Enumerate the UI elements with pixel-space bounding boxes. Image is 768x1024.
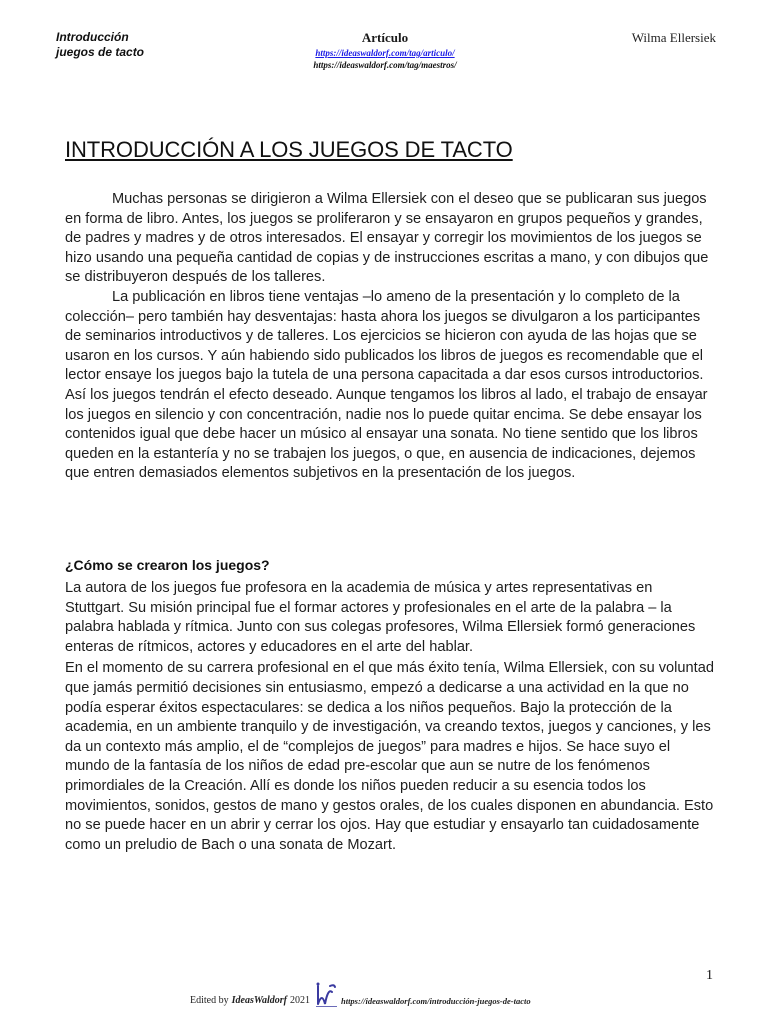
- footer: [190, 982, 531, 1006]
- ideaswaldorf-logo-icon: [314, 982, 338, 1008]
- footer-brand: IdeasWaldorf: [231, 995, 287, 1006]
- header-article-label: Artículo: [361, 30, 409, 45]
- footer-year: 2021: [289, 995, 310, 1006]
- page-number: 1: [706, 968, 713, 983]
- document-title: INTRODUCCIÓN A LOS JUEGOS DE TACTO: [65, 137, 513, 162]
- history-section: [65, 579, 715, 855]
- header-tag-link-maestros: https://ideaswaldorf.com/tag/maestros/: [313, 60, 457, 70]
- intro-paragraph-1: Muchas personas se dirigieron a Wilma Ellersiek con el deseo que se publicaran sus juegos en forma de libro. Antes, los juegos se proliferaron y se ensayaron en grupos pequeños y grandes, de padres y madres y de otros interesados. El ensayar y corregir los movimientos de los juegos se hizo usando una pequeña cantidad de copias y de instrucciones escritas a mano, y con dibujos que se distribuyeron después de los talleres.: [65, 191, 709, 286]
- header-tag-link-articulo[interactable]: https://ideaswaldorf.com/tag/articulo/: [315, 48, 455, 58]
- footer-url: https://ideaswaldorf.com/introducción-juegos-de-tacto: [340, 996, 531, 1006]
- history-paragraph-2: En el momento de su carrera profesional en el que más éxito tenía, Wilma Ellersiek, con su voluntad que jamás permitió decisiones sin entusiasmo, empezó a dedicarse a una actividad en la que no podía esperar éxitos espectaculares: se dedica a los niños pequeños. Bajo la protección de la academia, en un ambiente tranquilo y de investigación, va creando textos, juegos y canciones, y les da un contexto más amplio, el de “complejos de juegos” para madres e hijos. Se hace suyo el mundo de la fantasía de los niños de edad pre-escolar que aun se nutre de los fenómenos primordiales de la Creación. Allí es donde los niños pueden reducir a su esencia todos los movimientos, sonidos, gestos de mano y gestos orales, de los cuales disponen en abundancia. Esto no se puede hacer en un abrir y cerrar los ojos. Hay que estudiar y ensayarlo tan cuidadosamente como un preludio de Bach o una sonata de Mozart.: [65, 660, 714, 853]
- footer-edited-by: Edited by: [190, 995, 229, 1006]
- intro-section: [65, 190, 715, 484]
- section-heading: ¿Cómo se crearon los juegos?: [65, 557, 270, 573]
- header-doc-label: [56, 30, 144, 60]
- header-center: [250, 30, 520, 71]
- history-paragraph-1: La autora de los juegos fue profesora en la academia de música y artes representativas en Stuttgart. Su misión principal fue el formar actores y profesionales en el arte de la palabra – la palabra hablada y rítmica. Junto con sus colegas profesores, Wilma Ellersiek formó generaciones enteras de rítmicos, actores y educadores en el arte del hablar.: [65, 580, 696, 655]
- intro-paragraph-2: La publicación en libros tiene ventajas –lo ameno de la presentación y lo completo de la colección– pero también hay desventajas: hasta ahora los juegos se divulgaron a los participantes de seminarios introductivos y de talleres. Los ejercicios se hicieron con ayuda de las hojas que se usaron en los cursos. Y aún habiendo sido publicados los libros de juegos es recomendable que el lector ensaye los juegos bajo la tutela de una persona capacitada a dar esos cursos introductorios. Así los juegos tendrán el efecto deseado. Aunque tengamos los libros al lado, el trabajo de ensayar los juegos en silencio y con concentración, nadie nos lo puede quitar encima. Se debe ensayar los contenidos igual que debe hacer un músico al ensayar una sonata. No tiene sentido que los libros queden en la estantería y no se trabajen los juegos, o que, en ausencia de indicaciones, dejemos que entren demasiados elementos subjetivos en la presentación de los juegos.: [65, 288, 708, 482]
- header-author: Wilma Ellersiek: [631, 30, 716, 45]
- header-doc-label-line2: juegos de tacto: [56, 45, 145, 59]
- header-doc-label-line1: Introducción: [56, 30, 129, 44]
